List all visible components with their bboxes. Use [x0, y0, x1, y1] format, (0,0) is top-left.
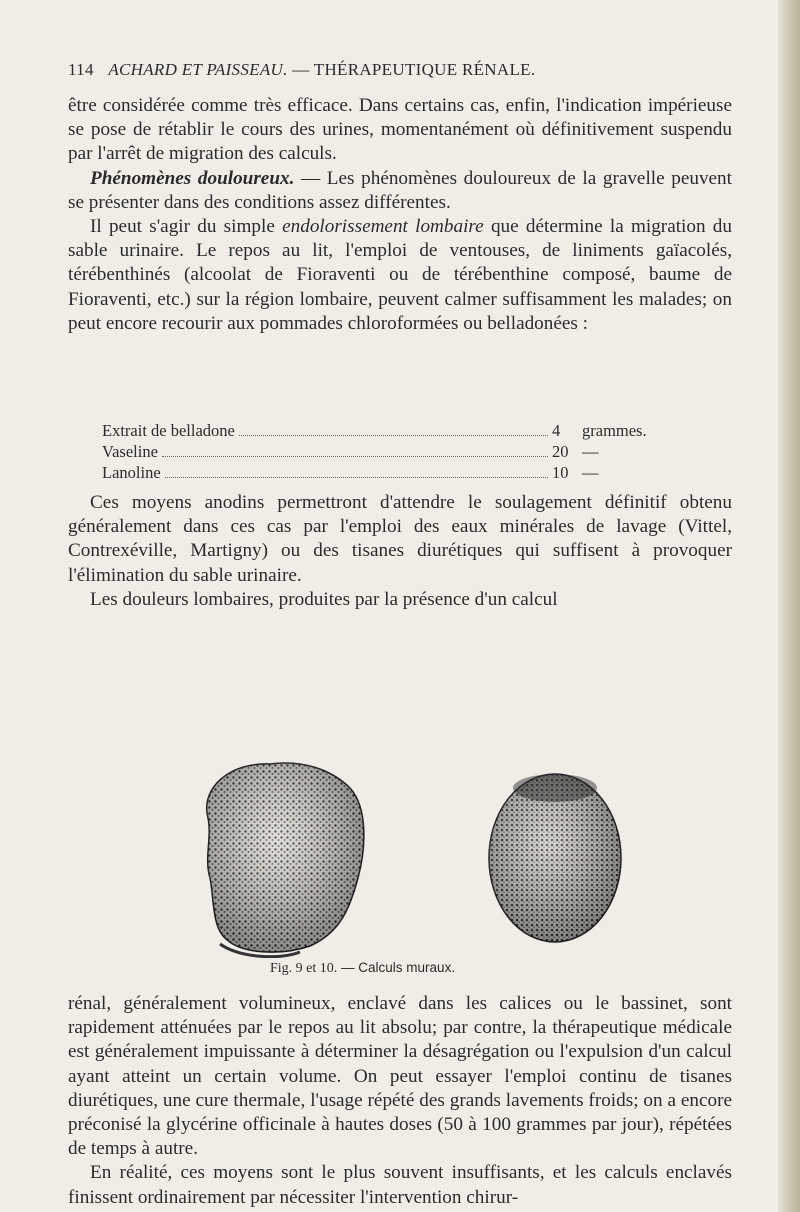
- recipe-unit: —: [582, 442, 599, 461]
- recipe-quantity: 4: [552, 421, 561, 440]
- paragraph-3-end: que détermine la migration du sable urinaire. Le repos au lit, l'emploi de ventouses, de liniments gaïacolés, térébenthinés (alcoolat de Fioraventi ou de térébenthine composé, baume de Fioraventi, etc.) sur la région lombaire, peuvent calmer suffisamment les malades; on peut encore recourir aux pommades chloroformées ou belladonées :: [68, 216, 732, 334]
- recipe-unit: —: [582, 463, 599, 482]
- recipe-ingredient: Lanoline: [102, 463, 161, 482]
- paragraph-1: être considérée comme très efficace. Dans certains cas, enfin, l'indication impérieuse se pose de rétablir le cours des urines, momentanément où définitivement suspendu par l'arrêt de migration des calculs.: [68, 95, 732, 165]
- paragraph-2: [68, 167, 732, 215]
- text-block-top: [68, 94, 732, 336]
- figure-number: Fig. 9 et 10.: [270, 961, 338, 976]
- recipe-row: [102, 462, 662, 483]
- text-block-bottom: [68, 992, 732, 1210]
- paragraph-6: rénal, généralement volumineux, enclavé dans les calices ou le bassinet, sont rapidement atténuées par le repos au lit absolu; par contre, la thérapeutique médicale est généralement impuissante à déterminer la désagrégation ou l'expulsion d'un calcul ayant atteint un certain volume. On peut essayer l'emploi continu de tisanes diurétiques, une cure thermale, l'usage répété des grands lavements froids; on a encore préconisé la glycérine officinale à hautes doses (50 à 100 grammes par jour), répétées de temps à autre.: [68, 993, 732, 1160]
- running-header: [68, 60, 728, 80]
- figure-title: — Calculs muraux.: [337, 960, 456, 975]
- dot-leader: [165, 477, 548, 478]
- paragraph-3-italic: endolorissement lombaire: [282, 216, 484, 238]
- paragraph-5: Les douleurs lombaires, produites par la présence d'un calcul: [90, 588, 558, 610]
- recipe-unit: grammes.: [582, 421, 647, 440]
- calculus-figure: [190, 758, 630, 958]
- section-heading: Phénomènes douloureux.: [90, 167, 295, 189]
- header-section: — THÉRAPEUTIQUE RÉNALE.: [292, 60, 536, 79]
- calculus-fig-9: [207, 763, 364, 957]
- recipe-ingredient: Vaseline: [102, 442, 158, 461]
- recipe-quantity: 20: [552, 442, 569, 461]
- calculus-fig-10: [489, 774, 621, 942]
- text-block-middle: [68, 491, 732, 612]
- page-edge-shadow: [778, 0, 800, 1212]
- dot-leader: [239, 435, 548, 436]
- paragraph-3: [68, 215, 732, 336]
- dot-leader: [162, 456, 548, 457]
- recipe-quantity: 10: [552, 463, 569, 482]
- paragraph-3-start: Il peut s'agir du simple: [90, 216, 283, 238]
- page-number: 114: [68, 60, 94, 79]
- paragraph-7: En réalité, ces moyens sont le plus souvent insuffisants, et les calculs enclavés finissent ordinairement par nécessiter l'intervention chirur-: [68, 1162, 732, 1208]
- figure-caption: [270, 960, 590, 977]
- recipe-ingredient: Extrait de belladone: [102, 421, 235, 440]
- recipe-row: [102, 441, 662, 462]
- header-authors: ACHARD ET PAISSEAU.: [108, 60, 288, 79]
- paragraph-4: Ces moyens anodins permettront d'attendre le soulagement définitif obtenu généralement dans ces cas par l'emploi des eaux minérales de lavage (Vittel, Contrexéville, Martigny) ou des tisanes diurétiques qui suffisent à provoquer l'élimination du sable urinaire.: [68, 492, 732, 586]
- recipe-row: [102, 420, 662, 441]
- recipe-list: [102, 420, 662, 483]
- paragraph-2-text: — Les phénomènes douloureux de la gravelle peuvent se présenter dans des conditions assez différentes.: [68, 167, 732, 213]
